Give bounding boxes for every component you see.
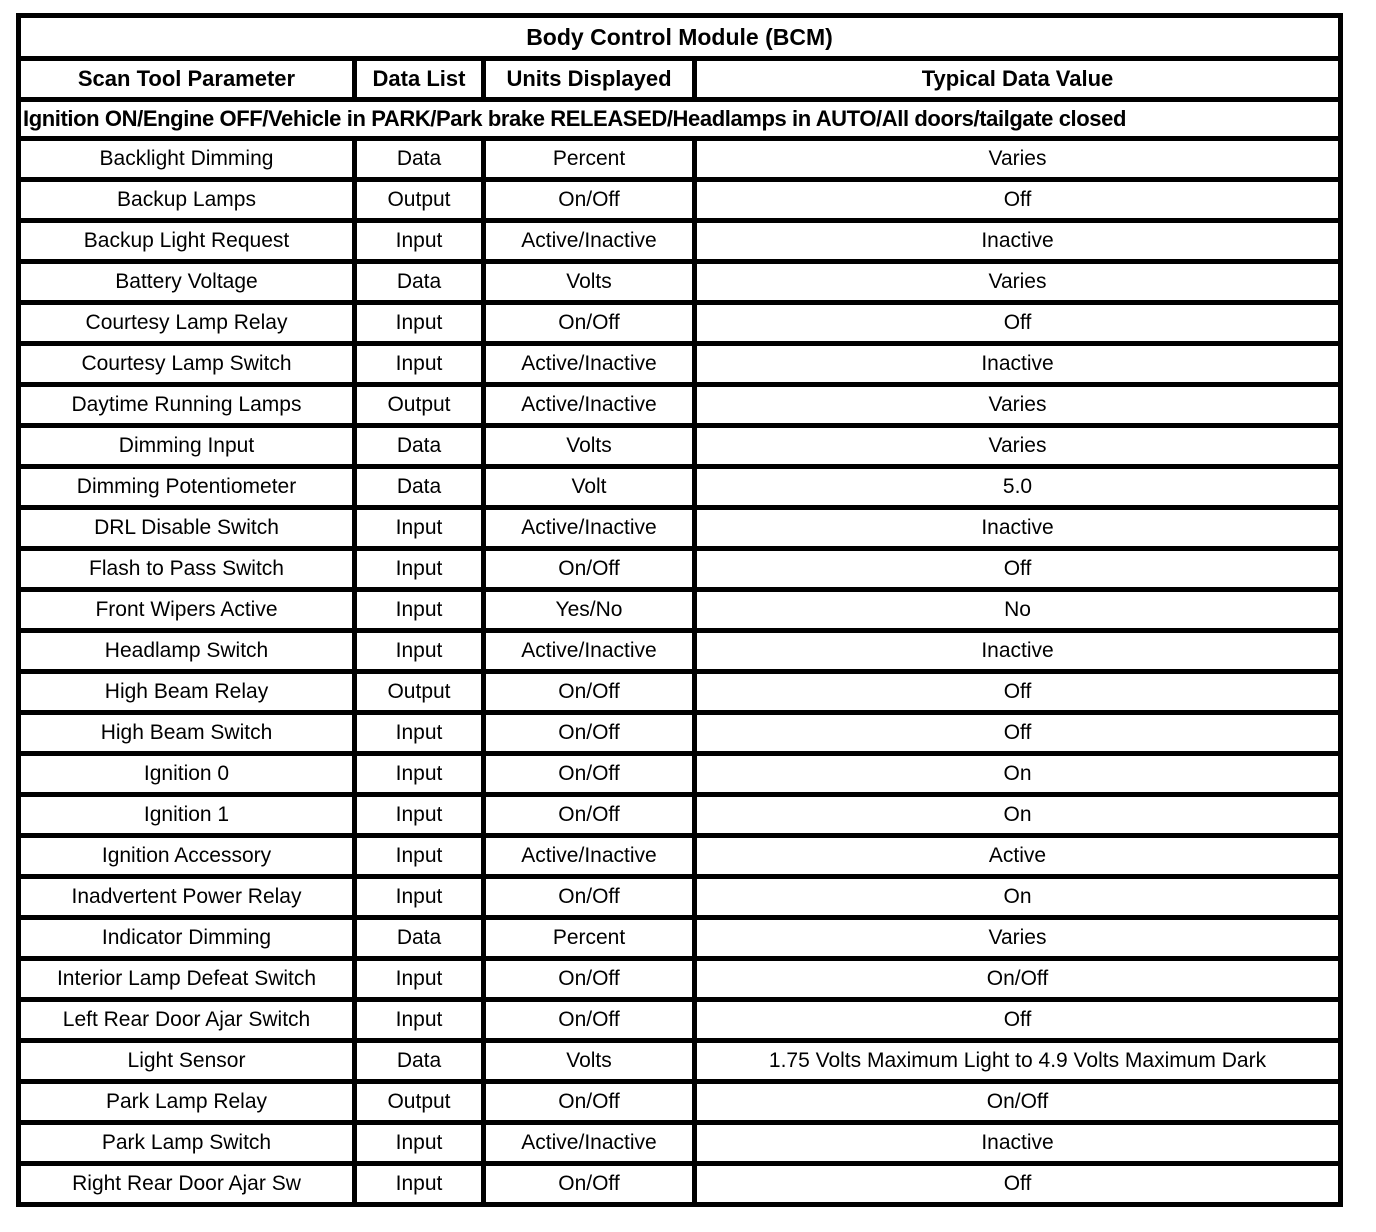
table-row (19, 303, 1341, 344)
table-title-row (19, 16, 1341, 59)
cell-typical-data-value: 1.75 Volts Maximum Light to 4.9 Volts Maximum Dark (695, 1041, 1341, 1082)
cell-scan-tool-parameter: Front Wipers Active (19, 590, 355, 631)
cell-data-list: Input (355, 754, 484, 795)
cell-data-list: Input (355, 877, 484, 918)
table-row (19, 713, 1341, 754)
table-row (19, 1082, 1341, 1123)
cell-typical-data-value: Inactive (695, 1123, 1341, 1164)
cell-data-list: Input (355, 590, 484, 631)
cell-typical-data-value: On (695, 795, 1341, 836)
cell-typical-data-value: Off (695, 1164, 1341, 1205)
cell-scan-tool-parameter: Inadvertent Power Relay (19, 877, 355, 918)
cell-units-displayed: On/Off (484, 180, 695, 221)
cell-data-list: Input (355, 221, 484, 262)
table-row (19, 139, 1341, 180)
cell-typical-data-value: Varies (695, 139, 1341, 180)
cell-units-displayed: Percent (484, 139, 695, 180)
cell-scan-tool-parameter: Ignition 0 (19, 754, 355, 795)
cell-units-displayed: On/Off (484, 877, 695, 918)
cell-units-displayed: On/Off (484, 713, 695, 754)
cell-units-displayed: Yes/No (484, 590, 695, 631)
cell-data-list: Data (355, 426, 484, 467)
table-row (19, 795, 1341, 836)
cell-units-displayed: On/Off (484, 549, 695, 590)
table-row (19, 262, 1341, 303)
cell-typical-data-value: Inactive (695, 508, 1341, 549)
cell-scan-tool-parameter: Courtesy Lamp Relay (19, 303, 355, 344)
cell-scan-tool-parameter: High Beam Relay (19, 672, 355, 713)
table-row (19, 836, 1341, 877)
cell-typical-data-value: Off (695, 303, 1341, 344)
cell-typical-data-value: Varies (695, 426, 1341, 467)
table-row (19, 467, 1341, 508)
cell-scan-tool-parameter: Flash to Pass Switch (19, 549, 355, 590)
cell-scan-tool-parameter: Indicator Dimming (19, 918, 355, 959)
cell-data-list: Input (355, 795, 484, 836)
cell-units-displayed: On/Off (484, 303, 695, 344)
cell-data-list: Input (355, 508, 484, 549)
cell-data-list: Input (355, 713, 484, 754)
cell-data-list: Data (355, 918, 484, 959)
cell-typical-data-value: Inactive (695, 344, 1341, 385)
cell-data-list: Output (355, 672, 484, 713)
table-row (19, 1123, 1341, 1164)
table-row (19, 1000, 1341, 1041)
cell-scan-tool-parameter: Park Lamp Switch (19, 1123, 355, 1164)
cell-data-list: Input (355, 1164, 484, 1205)
column-header-data-list: Data List (355, 59, 484, 100)
cell-scan-tool-parameter: Headlamp Switch (19, 631, 355, 672)
cell-units-displayed: Active/Inactive (484, 631, 695, 672)
cell-data-list: Input (355, 836, 484, 877)
cell-data-list: Input (355, 303, 484, 344)
table-row (19, 590, 1341, 631)
column-header-scan-tool-parameter: Scan Tool Parameter (19, 59, 355, 100)
cell-typical-data-value: On/Off (695, 959, 1341, 1000)
cell-typical-data-value: On (695, 877, 1341, 918)
cell-scan-tool-parameter: Ignition Accessory (19, 836, 355, 877)
cell-data-list: Output (355, 180, 484, 221)
table-row (19, 1041, 1341, 1082)
table-row (19, 959, 1341, 1000)
cell-units-displayed: Active/Inactive (484, 344, 695, 385)
column-header-typical-data-value: Typical Data Value (695, 59, 1341, 100)
cell-units-displayed: On/Off (484, 1164, 695, 1205)
cell-typical-data-value: 5.0 (695, 467, 1341, 508)
cell-scan-tool-parameter: Left Rear Door Ajar Switch (19, 1000, 355, 1041)
table-title: Body Control Module (BCM) (19, 16, 1341, 59)
cell-data-list: Input (355, 959, 484, 1000)
cell-typical-data-value: On/Off (695, 1082, 1341, 1123)
cell-typical-data-value: Varies (695, 385, 1341, 426)
cell-scan-tool-parameter: Backup Lamps (19, 180, 355, 221)
cell-typical-data-value: Off (695, 549, 1341, 590)
cell-data-list: Input (355, 631, 484, 672)
cell-scan-tool-parameter: Daytime Running Lamps (19, 385, 355, 426)
cell-data-list: Data (355, 139, 484, 180)
table-row (19, 180, 1341, 221)
cell-units-displayed: Volts (484, 1041, 695, 1082)
column-header-row (19, 59, 1341, 100)
cell-scan-tool-parameter: Ignition 1 (19, 795, 355, 836)
cell-units-displayed: Active/Inactive (484, 836, 695, 877)
cell-typical-data-value: Off (695, 180, 1341, 221)
table-row (19, 877, 1341, 918)
table-row (19, 631, 1341, 672)
table-row (19, 549, 1341, 590)
cell-scan-tool-parameter: Backlight Dimming (19, 139, 355, 180)
cell-scan-tool-parameter: Interior Lamp Defeat Switch (19, 959, 355, 1000)
cell-units-displayed: On/Off (484, 959, 695, 1000)
cell-data-list: Input (355, 1123, 484, 1164)
cell-data-list: Input (355, 1000, 484, 1041)
cell-scan-tool-parameter: DRL Disable Switch (19, 508, 355, 549)
cell-data-list: Output (355, 385, 484, 426)
cell-typical-data-value: Varies (695, 262, 1341, 303)
cell-scan-tool-parameter: Dimming Potentiometer (19, 467, 355, 508)
cell-units-displayed: Active/Inactive (484, 1123, 695, 1164)
table-row (19, 344, 1341, 385)
cell-scan-tool-parameter: Light Sensor (19, 1041, 355, 1082)
cell-data-list: Data (355, 1041, 484, 1082)
cell-units-displayed: On/Off (484, 795, 695, 836)
table-row (19, 426, 1341, 467)
column-header-units-displayed: Units Displayed (484, 59, 695, 100)
cell-typical-data-value: No (695, 590, 1341, 631)
table-row (19, 672, 1341, 713)
cell-units-displayed: On/Off (484, 672, 695, 713)
cell-scan-tool-parameter: Backup Light Request (19, 221, 355, 262)
table-row (19, 221, 1341, 262)
cell-scan-tool-parameter: High Beam Switch (19, 713, 355, 754)
cell-units-displayed: On/Off (484, 754, 695, 795)
cell-typical-data-value: On (695, 754, 1341, 795)
cell-typical-data-value: Off (695, 1000, 1341, 1041)
cell-typical-data-value: Varies (695, 918, 1341, 959)
test-conditions-row (19, 100, 1341, 139)
cell-typical-data-value: Active (695, 836, 1341, 877)
cell-units-displayed: Active/Inactive (484, 508, 695, 549)
cell-scan-tool-parameter: Dimming Input (19, 426, 355, 467)
cell-scan-tool-parameter: Courtesy Lamp Switch (19, 344, 355, 385)
cell-scan-tool-parameter: Battery Voltage (19, 262, 355, 303)
cell-scan-tool-parameter: Park Lamp Relay (19, 1082, 355, 1123)
cell-typical-data-value: Off (695, 672, 1341, 713)
cell-units-displayed: Percent (484, 918, 695, 959)
table-row (19, 1164, 1341, 1205)
cell-data-list: Input (355, 344, 484, 385)
table-body (19, 139, 1341, 1205)
cell-units-displayed: Volt (484, 467, 695, 508)
cell-units-displayed: Active/Inactive (484, 385, 695, 426)
bcm-scan-tool-data-table (16, 13, 1343, 1207)
table-row (19, 918, 1341, 959)
cell-units-displayed: On/Off (484, 1000, 695, 1041)
cell-data-list: Output (355, 1082, 484, 1123)
cell-typical-data-value: Inactive (695, 631, 1341, 672)
cell-typical-data-value: Inactive (695, 221, 1341, 262)
cell-units-displayed: Volts (484, 262, 695, 303)
cell-data-list: Data (355, 262, 484, 303)
cell-scan-tool-parameter: Right Rear Door Ajar Sw (19, 1164, 355, 1205)
table-row (19, 385, 1341, 426)
cell-units-displayed: Volts (484, 426, 695, 467)
cell-data-list: Data (355, 467, 484, 508)
cell-typical-data-value: Off (695, 713, 1341, 754)
cell-units-displayed: On/Off (484, 1082, 695, 1123)
table-row (19, 754, 1341, 795)
test-conditions-text: Ignition ON/Engine OFF/Vehicle in PARK/Park brake RELEASED/Headlamps in AUTO/All doors/tailgate closed (19, 100, 1341, 139)
cell-units-displayed: Active/Inactive (484, 221, 695, 262)
cell-data-list: Input (355, 549, 484, 590)
table-row (19, 508, 1341, 549)
